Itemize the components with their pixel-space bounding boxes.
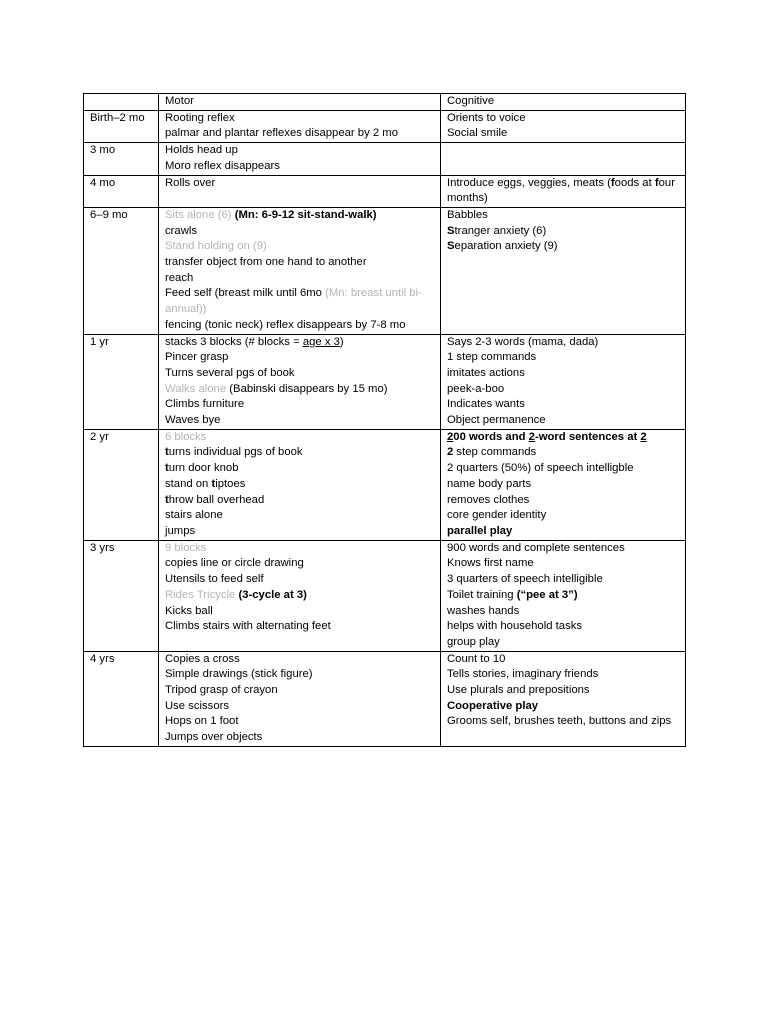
header-cognitive: Cognitive — [441, 94, 686, 111]
age-cell: 3 yrs — [84, 540, 159, 651]
motor-cell: 9 blocks copies line or circle drawing Utensils to feed self Rides Tricycle (3-cycle at 3) Kicks ball Climbs stairs with alternating feet — [159, 540, 441, 651]
header-age — [84, 94, 159, 111]
header-motor: Motor — [159, 94, 441, 111]
motor-cell: 6 blocks turns individual pgs of book turn door knob stand on tiptoes throw ball overhead stairs alone jumps — [159, 429, 441, 540]
motor-cell: Rooting reflex palmar and plantar reflexes disappear by 2 mo — [159, 110, 441, 142]
age-cell: 6–9 mo — [84, 207, 159, 334]
cognitive-cell: Says 2-3 words (mama, dada) 1 step commands imitates actions peek-a-boo Indicates wants Object permanence — [441, 334, 686, 429]
cognitive-cell: 200 words and 2-word sentences at 2 2 step commands 2 quarters (50%) of speech intelligble name body parts removes clothes core gender identity parallel play — [441, 429, 686, 540]
motor-cell: Rolls over — [159, 175, 441, 207]
milestones-table — [83, 93, 686, 747]
motor-cell: Sits alone (6) (Mn: 6-9-12 sit-stand-walk) crawls Stand holding on (9) transfer object from one hand to another reach Feed self (breast milk until 6mo (Mn: breast until bi-annual)) fencing (tonic neck) reflex disappears by 7-8 mo — [159, 207, 441, 334]
table-row — [84, 334, 686, 429]
header-row — [84, 94, 686, 111]
age-cell: 1 yr — [84, 334, 159, 429]
cognitive-cell — [441, 143, 686, 175]
table-row — [84, 429, 686, 540]
cognitive-cell: Introduce eggs, veggies, meats (foods at four months) — [441, 175, 686, 207]
cognitive-cell: Count to 10 Tells stories, imaginary friends Use plurals and prepositions Cooperative play Grooms self, brushes teeth, buttons and zips — [441, 651, 686, 746]
age-cell: 3 mo — [84, 143, 159, 175]
motor-cell: stacks 3 blocks (# blocks = age x 3) Pincer grasp Turns several pgs of book Walks alone (Babinski disappears by 15 mo) Climbs furniture Waves bye — [159, 334, 441, 429]
table-row — [84, 651, 686, 746]
table-row — [84, 175, 686, 207]
cognitive-cell: 900 words and complete sentences Knows first name 3 quarters of speech intelligible Toilet training (“pee at 3”) washes hands helps with household tasks group play — [441, 540, 686, 651]
table-row — [84, 207, 686, 334]
cognitive-cell: Babbles Stranger anxiety (6) Separation anxiety (9) — [441, 207, 686, 334]
motor-cell: Holds head up Moro reflex disappears — [159, 143, 441, 175]
table-row — [84, 540, 686, 651]
age-cell: 4 mo — [84, 175, 159, 207]
age-cell: Birth–2 mo — [84, 110, 159, 142]
age-cell: 4 yrs — [84, 651, 159, 746]
cognitive-cell: Orients to voice Social smile — [441, 110, 686, 142]
motor-cell: Copies a cross Simple drawings (stick figure) Tripod grasp of crayon Use scissors Hops on 1 foot Jumps over objects — [159, 651, 441, 746]
table-row — [84, 110, 686, 142]
table-row — [84, 143, 686, 175]
age-cell: 2 yr — [84, 429, 159, 540]
